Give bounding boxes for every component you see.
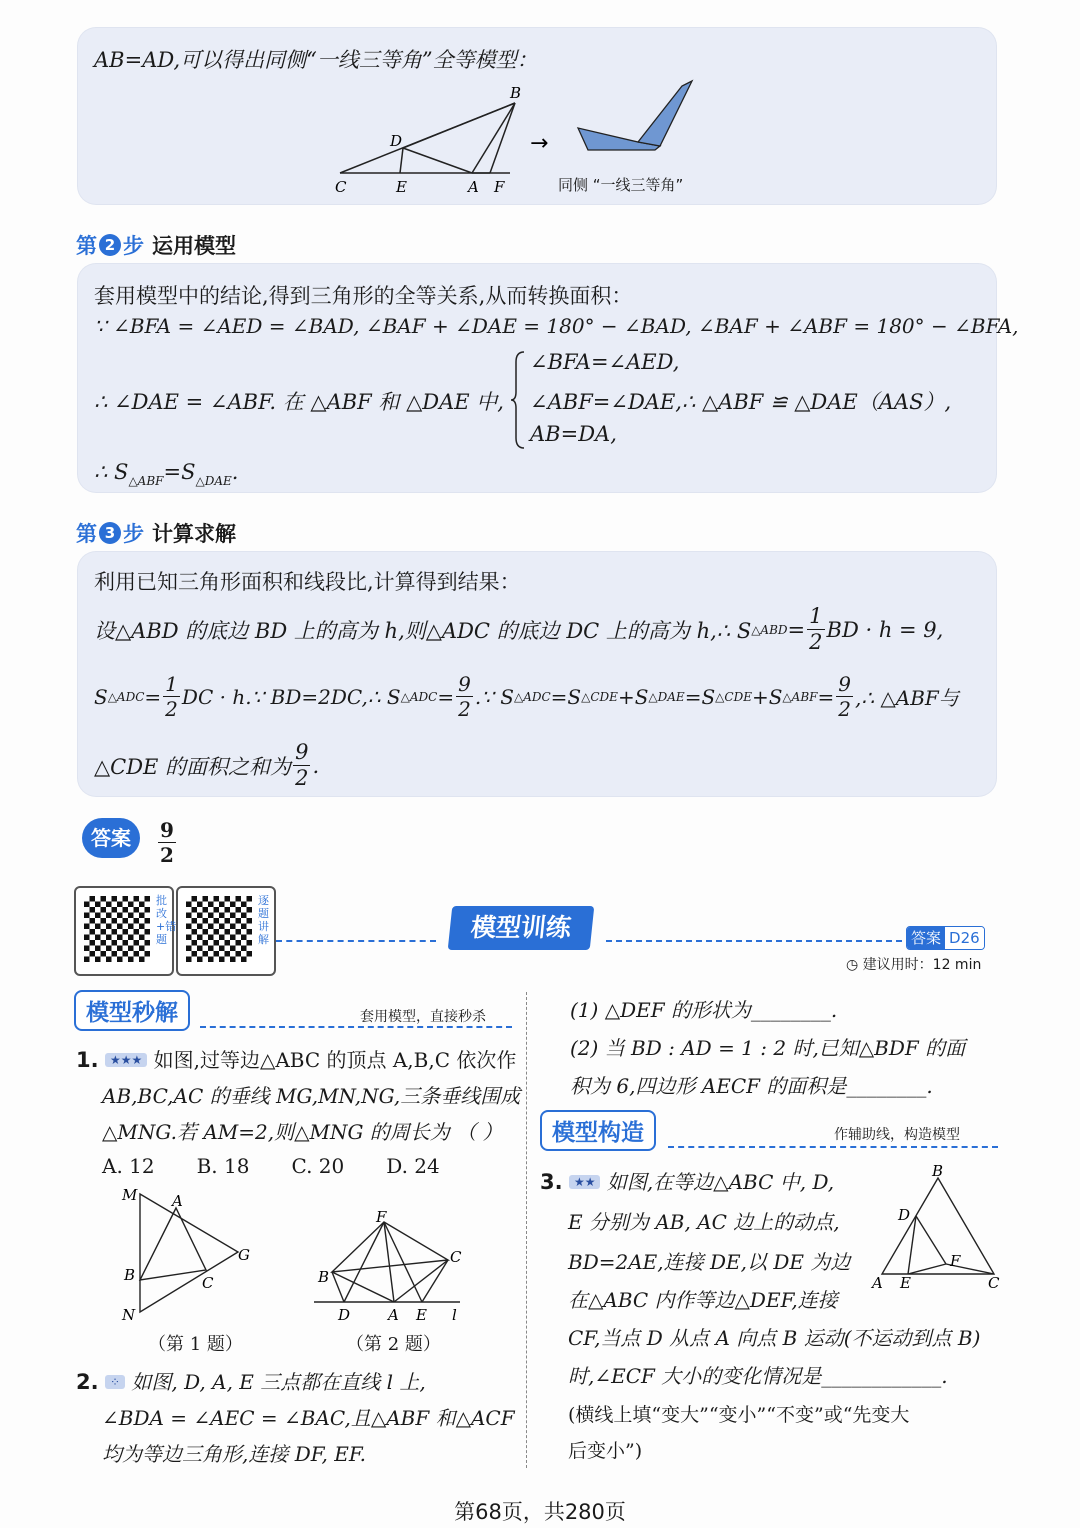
svg-text:C: C — [988, 1274, 1000, 1290]
svg-text:F: F — [376, 1210, 387, 1226]
qr2-side-label: 逐题讲解 — [258, 894, 269, 946]
svg-text:M: M — [122, 1186, 138, 1204]
difficulty-badge: ★★★ — [105, 1053, 147, 1067]
svg-text:C: C — [450, 1248, 462, 1266]
svg-text:A: A — [172, 1192, 183, 1210]
model-caption: 同侧 “一线三等角” — [558, 176, 684, 194]
q2-figure — [310, 1210, 470, 1330]
q2-part2a: (2) 当 BD : AD = 1 : 2 时,已知△BDF 的面 — [570, 1036, 966, 1060]
step3-line1: 利用已知三角形面积和线段比,计算得到结果： — [94, 570, 521, 594]
brace-line2: ∠ABF=∠DAE,∴ △ABF ≌ △DAE（AAS）, — [530, 390, 952, 414]
svg-text:C: C — [202, 1274, 214, 1292]
qr-code-1[interactable] — [74, 886, 177, 976]
q3-line4: 在△ABC 内作等边△DEF,连接 — [568, 1288, 838, 1312]
clock-icon: ◷ — [846, 957, 859, 973]
section-note-quick: 套用模型，直接秒杀 — [360, 1009, 486, 1025]
svg-text:G: G — [238, 1246, 250, 1264]
svg-text:N: N — [122, 1306, 136, 1324]
step2-di: 第 — [76, 234, 97, 258]
step3-di: 第 — [76, 522, 97, 546]
section-tag-quick: 模型秒解 — [74, 990, 190, 1031]
step3-number: 3 — [99, 522, 121, 544]
q1-line1: 1. ★★★ 如图,过等边△ABC 的顶点 A,B,C 依次作 — [76, 1048, 517, 1072]
step3-title: 计算求解 — [152, 522, 236, 546]
q2-part2b: 积为 6,四边形 AECF 的面积是________. — [570, 1074, 933, 1098]
q2-line3: 均为等边三角形,连接 DF, EF. — [102, 1442, 366, 1466]
step2-line1: 套用模型中的结论,得到三角形的全等关系,从而转换面积： — [94, 284, 633, 308]
q3-line1: 3. ★★ 如图,在等边△ABC 中, D, — [540, 1170, 835, 1194]
brace — [510, 350, 526, 450]
step3-line4: △CDE 的面积之和为 $\frac{9}{2}$ . — [94, 740, 320, 790]
step2-line2: ∵ ∠BFA = ∠AED = ∠BAD, ∠BAF + ∠DAE = 180° − ∠BAD, ∠BAF + ∠ABF = 180° − ∠BFA, — [94, 314, 1019, 338]
svg-text:E: E — [416, 1306, 427, 1324]
q2-line2: ∠BDA = ∠AEC = ∠BAC,且△ABF 和△ACF — [102, 1406, 515, 1430]
step2-bu: 步 — [123, 234, 144, 258]
q3-line6: 时,∠ECF 大小的变化情况是____________. — [568, 1364, 948, 1388]
q2-part1: (1) △DEF 的形状为________. — [570, 998, 838, 1022]
q2-line1: 2. ⁘ 如图, D, A, E 三点都在直线 l 上, — [76, 1370, 426, 1394]
option-d[interactable]: D. 24 — [386, 1154, 440, 1178]
q3-line8: 后变小”) — [568, 1440, 643, 1462]
brace-line3: AB=DA, — [530, 422, 617, 446]
section-underline-quick — [200, 1026, 512, 1028]
column-divider — [526, 992, 527, 1468]
step3-line2: 设△ABD 的底边 BD 上的高为 h,则△ADC 的底边 DC 上的高为 h,∴ S △ABD = $\frac{1}{2}$ BD · h = 9, — [94, 604, 944, 654]
page-footer: 第68页，共280页 — [454, 1500, 626, 1524]
option-b[interactable]: B. 18 — [196, 1154, 250, 1178]
q1-caption: （第 1 题） — [148, 1334, 243, 1355]
svg-text:A: A — [388, 1306, 399, 1324]
svg-text:D: D — [898, 1206, 911, 1224]
svg-text:D: D — [338, 1306, 351, 1324]
qr1-side-label: 批改+错题 — [156, 894, 177, 946]
label-C: C — [335, 178, 347, 196]
svg-text:E: E — [900, 1274, 911, 1290]
step2-heading — [76, 230, 236, 260]
q1-line2: AB,BC,AC 的垂线 MG,MN,NG,三条垂线围成 — [102, 1084, 521, 1108]
label-A: A — [468, 178, 479, 196]
label-D: D — [390, 132, 403, 150]
label-F: F — [494, 178, 505, 196]
qr-code-2[interactable] — [176, 886, 276, 976]
q1-options — [102, 1154, 440, 1178]
section-note-construct: 作辅助线，构造模型 — [834, 1127, 960, 1143]
answer-badge: 答案 — [82, 818, 140, 858]
svg-text:l: l — [452, 1306, 457, 1324]
answer-ref: 答案 D26 — [906, 926, 985, 950]
answer-value: $\frac{9}{2}$ — [160, 818, 174, 867]
option-c[interactable]: C. 20 — [291, 1154, 345, 1178]
q3-figure — [868, 1160, 1008, 1290]
difficulty-badge: ⁘ — [105, 1375, 125, 1389]
label-B: B — [510, 84, 522, 102]
section-underline-construct — [668, 1146, 998, 1148]
header-dashline-right — [606, 940, 902, 942]
label-E: E — [396, 178, 407, 196]
header-dashline-left — [276, 940, 436, 942]
arrow-icon: → — [530, 131, 549, 156]
svg-text:A: A — [872, 1274, 883, 1290]
svg-text:B: B — [124, 1266, 136, 1284]
q1-line3: △MNG.若 AM=2,则△MNG 的周长为 （ ） — [102, 1120, 503, 1144]
q1-figure — [118, 1184, 268, 1324]
q3-line7: (横线上填“变大”“变小”“不变”或“先变大 — [568, 1404, 910, 1426]
step3-heading — [76, 518, 236, 548]
option-a[interactable]: A. 12 — [102, 1154, 155, 1178]
brace-line1: ∠BFA=∠AED, — [530, 350, 680, 374]
svg-text:B: B — [318, 1268, 330, 1286]
svg-text:F: F — [950, 1252, 961, 1270]
step2-line4: ∴ $S_{\triangle ABF}=S_{\triangle DAE}$. — [94, 460, 239, 488]
q2-caption: （第 2 题） — [346, 1334, 441, 1355]
q3-line3: BD=2AE,连接 DE,以 DE 为边 — [568, 1250, 851, 1274]
section-title: 模型训练 — [448, 906, 595, 950]
section-tag-construct: 模型构造 — [540, 1110, 656, 1151]
step2-number: 2 — [99, 234, 121, 256]
step3-line3: S △ADC = $\frac{1}{2}$ DC · h.∵ BD=2DC,∴ S △ADC = $\frac{9}{2}$ .∵ S △ADC =S △CDE +S △DAE =S △CDE +S △ABF = $\frac{9}{2}$ ,∴ △ABF与 — [94, 672, 959, 721]
model-intro: AB=AD,可以得出同侧“一线三等角”全等模型： — [94, 48, 538, 72]
q3-line5: CF,当点 D 从点 A 向点 B 运动(不运动到点 B) — [568, 1326, 981, 1350]
step2-line3: ∴ ∠DAE = ∠ABF. 在 △ABF 和 △DAE 中, — [94, 390, 504, 414]
step3-bu: 步 — [123, 522, 144, 546]
svg-text:B: B — [932, 1162, 944, 1180]
difficulty-badge: ★★ — [569, 1175, 601, 1189]
suggested-time: ◷ 建议用时：12 min — [846, 957, 982, 973]
step2-title: 运用模型 — [152, 234, 236, 258]
q3-line2: E 分别为 AB, AC 边上的动点, — [568, 1210, 840, 1234]
